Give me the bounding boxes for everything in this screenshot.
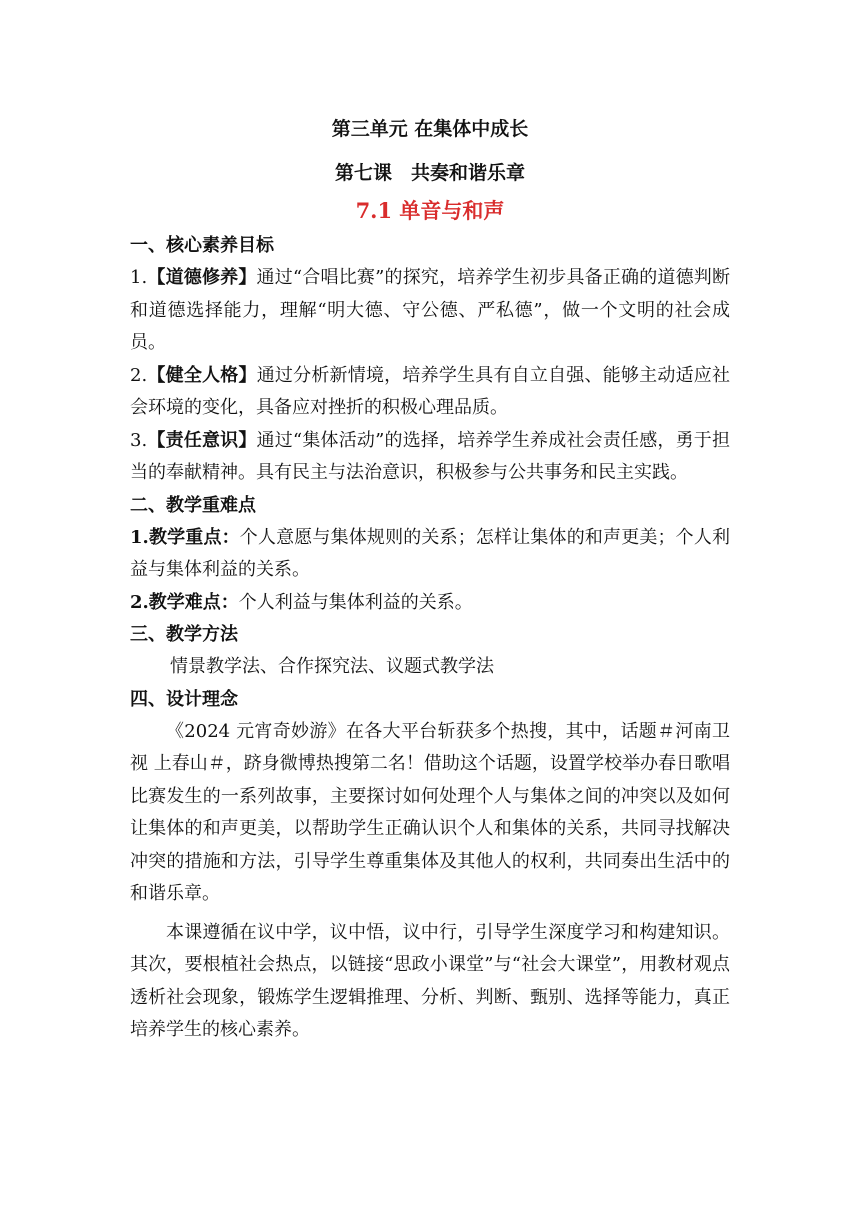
- goal-item: [130, 425, 730, 490]
- heading-core-literacy-goals: 一、核心素养目标: [130, 235, 274, 256]
- goal-item: [130, 262, 730, 360]
- goal-number: 3.: [130, 429, 148, 451]
- key-point-item: [130, 522, 730, 587]
- goal-tag: 【健全人格】: [147, 364, 257, 386]
- key-point-text: 个人利益与集体利益的关系。: [238, 591, 473, 613]
- document-content: [130, 112, 730, 1047]
- lesson-title: 第七课 共奏和谐乐章: [334, 162, 525, 184]
- unit-title: 第三单元 在集体中成长: [331, 118, 529, 140]
- key-point-tag: 教学难点：: [148, 591, 239, 613]
- goal-number: 2.: [130, 364, 148, 386]
- goal-tag: 【道德修养】: [147, 267, 257, 288]
- heading-teaching-methods: 三、教学方法: [130, 624, 238, 645]
- design-concept-paragraph: 《2024 元宵奇妙游》在各大平台斩获多个热搜，其中，话题＃河南卫视 上春山＃，跻身微博热搜第二名！借助这个话题，设置学校举办春日歌唱比赛发生的一系列故事，主要探讨如何处理个人与集体之间的冲突以及如何让集体的和声更美，以帮助学生正确认识个人和集体的关系，共同寻找解决冲突的措施和方法，引导学生尊重集体及其他人的权利，共同奏出生活中的和谐乐章。: [130, 720, 730, 904]
- goal-text: 通过分析新情境，培养学生具有自立自强、能够主动适应社会环境的变化，具备应对挫折的积极心理品质。: [130, 364, 731, 418]
- teaching-methods-text: 情景教学法、合作探究法、议题式教学法: [170, 656, 494, 677]
- key-point-number: 2.: [130, 591, 149, 613]
- goal-number: 1.: [130, 267, 148, 288]
- design-concept-paragraph: 本课遵循在议中学，议中悟，议中行，引导学生深度学习和构建知识。其次，要根植社会热点，以链接“思政小课堂”与“社会大课堂”，用教材观点透析社会现象，锻炼学生逻辑推理、分析、判断、甄别、选择等能力，真正培养学生的核心素养。: [130, 921, 730, 1040]
- goal-item: [130, 360, 730, 425]
- key-point-number: 1.: [130, 526, 149, 548]
- key-point-text: 个人意愿与集体规则的关系；怎样让集体的和声更美；个人利益与集体利益的关系。: [130, 526, 731, 580]
- key-point-item: [130, 587, 730, 620]
- goal-text: 通过“合唱比赛”的探究，培养学生初步具备正确的道德判断和道德选择能力，理解“明大德、守公德、严私德”，做一个文明的社会成员。: [130, 267, 730, 353]
- section-title: 7.1 单音与和声: [355, 198, 505, 223]
- goal-tag: 【责任意识】: [147, 429, 257, 451]
- key-point-tag: 教学重点：: [148, 526, 240, 548]
- heading-design-concept: 四、设计理念: [130, 688, 238, 710]
- heading-key-difficult-points: 二、教学重难点: [130, 494, 256, 516]
- goal-text: 通过“集体活动”的选择，培养学生养成社会责任感，勇于担当的奉献精神。具有民主与法治意识，积极参与公共事务和民主实践。: [130, 429, 730, 483]
